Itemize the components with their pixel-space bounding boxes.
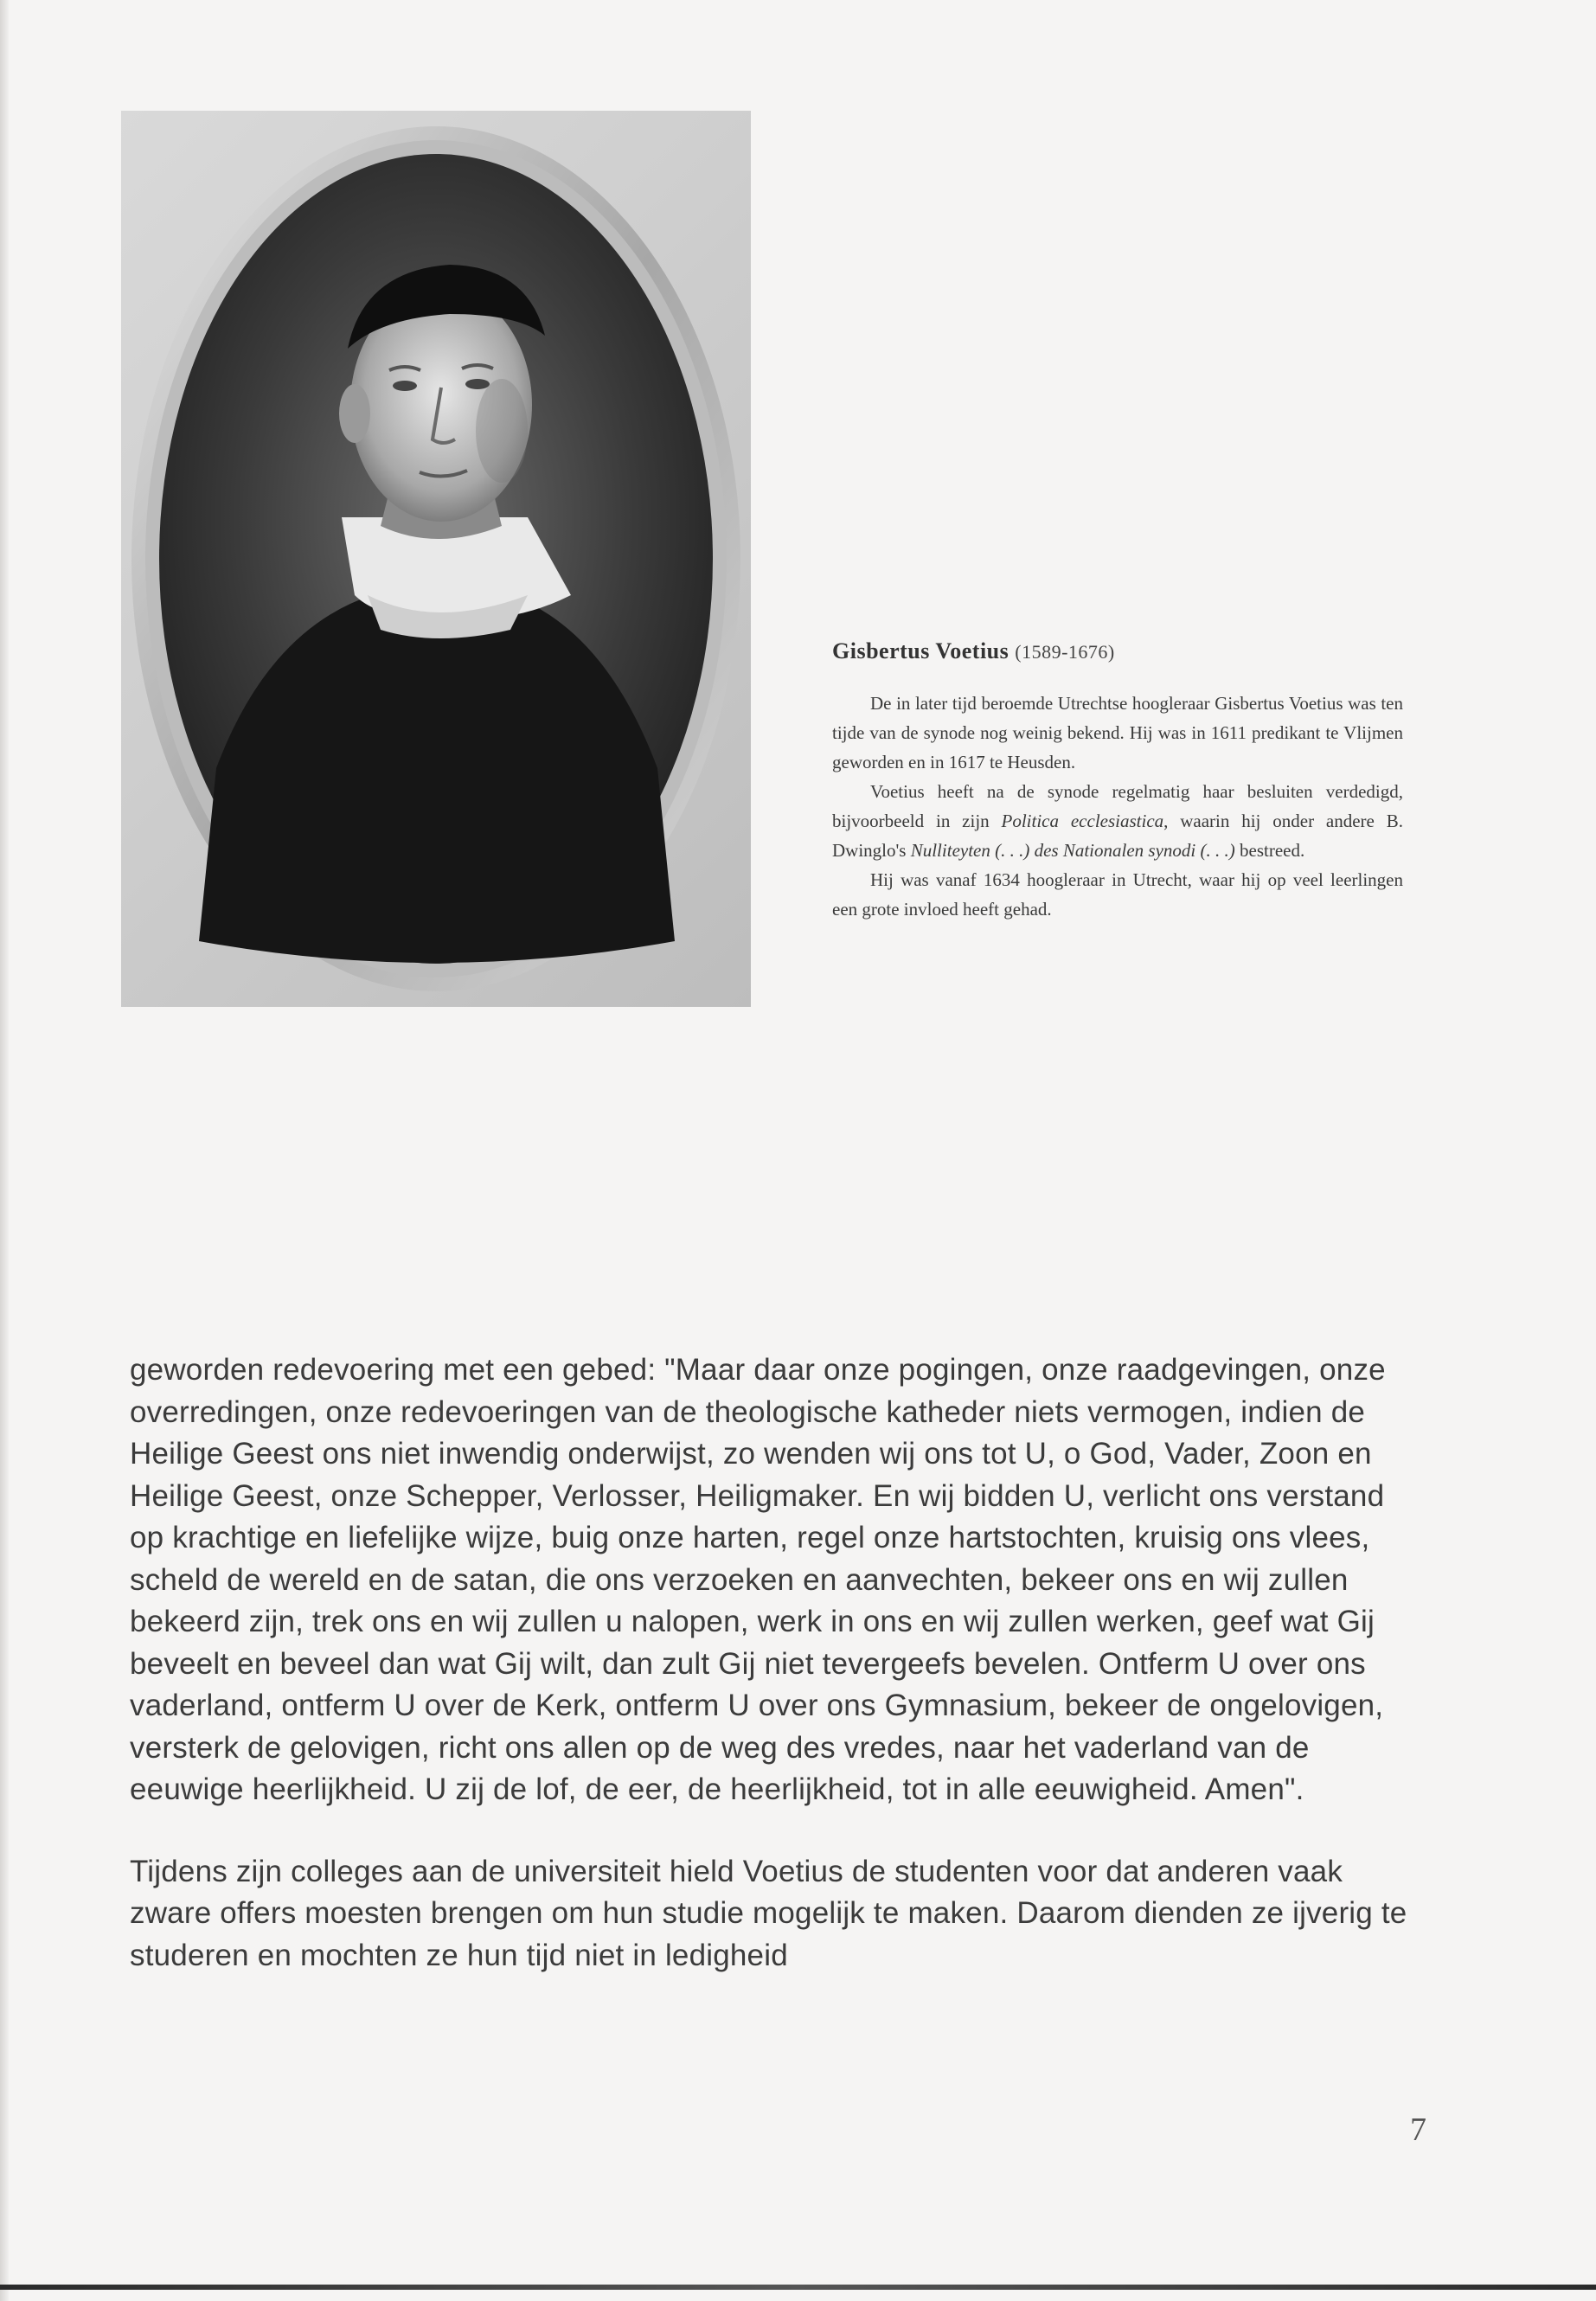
main-body-text — [130, 1349, 1419, 2016]
caption-name: Gisbertus Voetius — [832, 638, 1010, 663]
portrait-image-voetius — [121, 111, 751, 1007]
page-number: 7 — [1410, 2112, 1426, 2148]
caption-paragraph-2-mid: , waarin hij onder andere B. Dwinglo's — [832, 811, 1403, 861]
body-paragraph-2: Tijdens zijn colleges aan de universiteit hield Voetius de studenten voor dat anderen vaak zware offers moesten brengen om hun studie mogelijk te maken. Daarom dienden ze ijverig te studeren en mochten ze hun tijd niet in ledigheid — [130, 1854, 1407, 1972]
portrait-caption — [832, 638, 1403, 924]
caption-paragraph-2-start: Voetius heeft na de synode regelmatig haar besluiten verdedigd, bijvoorbeeld in zijn — [832, 781, 1403, 831]
caption-paragraph-1: De in later tijd beroemde Utrechtse hoogleraar Gisbertus Voetius was ten tijde van de synode nog weinig bekend. Hij was in 1611 predikant te Vlijmen geworden en in 1617 te Heusden. — [832, 693, 1403, 772]
caption-paragraph-3: Hij was vanaf 1634 hoogleraar in Utrecht, waar hij op veel leerlingen een grote invloed heeft gehad. — [832, 869, 1403, 920]
caption-years: (1589-1676) — [1015, 641, 1115, 663]
caption-paragraph-2 — [832, 777, 1403, 865]
portrait-illustration — [121, 111, 751, 1007]
bottom-rule — [0, 2285, 1596, 2290]
body-paragraph-1: geworden redevoering met een gebed: "Maar daar onze pogingen, onze raadgevingen, onze overredingen, onze redevoeringen van de theologische katheder niets vermogen, indien de Heilige Geest ons niet inwendig onderwijst, zo wenden wij ons tot U, o God, Vader, Zoon en Heilige Geest, onze Schepper, Verlosser, Heiligmaker. En wij bidden U, verlicht ons verstand op krachtige en liefelijke wijze, buig onze harten, regel onze hartstochten, kruisig ons vlees, scheld de wereld en de satan, die ons verzoeken en aanvechten, bekeer ons en wij zullen bekeerd zijn, trek ons en wij zullen u nalopen, werk in ons en wij zullen werken, geef wat Gij beveelt en beveel dan wat Gij wilt, dan zult Gij niet tevergeefs bevelen. Ontferm U over ons vaderland, ontferm U over de Kerk, ontferm U over ons Gymnasium, bekeer de ongelovigen, versterk de gelovigen, richt ons allen op de weg des vredes, naar het vaderland van de eeuwige heerlijkheid. U zij de lof, de eer, de heerlijkheid, tot in alle eeuwigheid. Amen". — [130, 1353, 1386, 1806]
caption-title — [832, 638, 1403, 664]
page-edge — [0, 0, 9, 2301]
caption-title-nulliteyten: Nulliteyten (. . .) des Nationalen synodi (. . .) — [910, 840, 1235, 861]
caption-paragraph-2-end: bestreed. — [1234, 840, 1305, 861]
caption-title-politica: Politica ecclesiastica — [1001, 811, 1164, 831]
